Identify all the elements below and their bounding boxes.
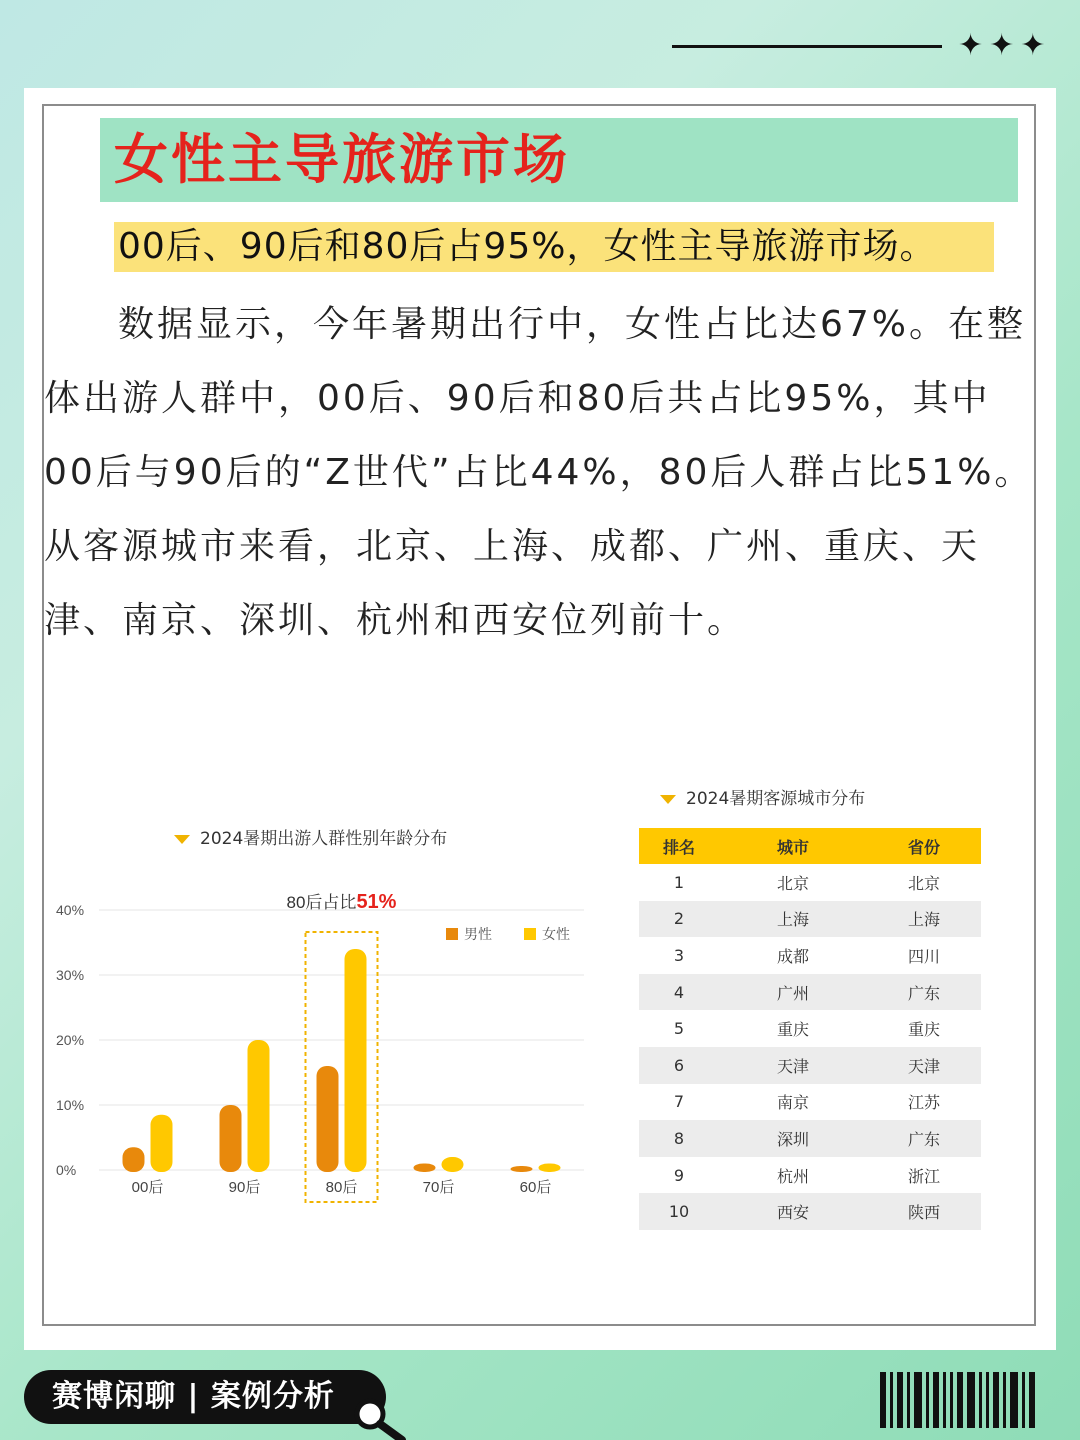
rank-cell: 6 <box>673 1055 685 1075</box>
table-row <box>639 1047 981 1084</box>
barcode-bar <box>957 1372 963 1428</box>
highlight-sentence: 00后、90后和80后占95%，女性主导旅游市场。 <box>118 226 937 267</box>
x-tick-label: 60后 <box>519 1179 552 1196</box>
triangle-marker-icon <box>660 795 676 804</box>
city-cell: 天津 <box>776 1056 809 1076</box>
barcode-bar <box>926 1372 929 1428</box>
rank-cell: 2 <box>673 909 685 929</box>
bar-female <box>248 1040 270 1172</box>
barcode-bar <box>943 1372 946 1428</box>
stars-decoration: ✦✦✦ <box>958 28 1052 63</box>
city-cell: 深圳 <box>776 1129 809 1149</box>
table-row <box>639 937 981 974</box>
rank-cell: 9 <box>673 1165 685 1185</box>
city-cell: 北京 <box>776 873 809 893</box>
city-cell: 重庆 <box>776 1020 809 1040</box>
chart-title: 2024暑期出游人群性别年龄分布 <box>200 829 448 849</box>
bar-female <box>345 949 367 1172</box>
rank-cell: 4 <box>673 982 685 1002</box>
province-cell: 四川 <box>907 946 940 966</box>
x-tick-label: 00后 <box>131 1179 164 1196</box>
barcode-bar <box>986 1372 989 1428</box>
y-tick-label: 30% <box>56 967 85 983</box>
header-rank: 排名 <box>662 837 695 857</box>
table-row <box>639 1120 981 1157</box>
legend-label: 女性 <box>542 926 570 942</box>
city-cell: 杭州 <box>776 1166 809 1186</box>
page-title: 女性主导旅游市场 <box>114 128 570 191</box>
paragraph-text: 数据显示，今年暑期出行中，女性占比达67%。在整体出游人群中，00后、90后和80后共占比95%，其中00后与90后的“Z世代”占比44%，80后人群占比51%。从客源城市来看，北京、上海、成都、广州、重庆、天津、南京、深圳、杭州和西安位列前十。 <box>44 304 1034 641</box>
barcode-bar <box>914 1372 922 1428</box>
legend-swatch <box>446 928 458 940</box>
footer-label: 赛博闲聊 | 案例分析 <box>52 1379 335 1414</box>
province-cell: 广东 <box>907 983 940 1003</box>
table-row <box>639 1084 981 1121</box>
barcode-bar <box>979 1372 982 1428</box>
table-row <box>639 1193 981 1230</box>
city-cell: 西安 <box>776 1203 809 1223</box>
rank-cell: 10 <box>668 1202 690 1222</box>
bar-male <box>511 1166 533 1172</box>
header-province: 省份 <box>907 837 940 857</box>
chart-title-row <box>174 826 447 852</box>
legend-label: 男性 <box>464 926 492 942</box>
barcode-bar <box>1010 1372 1018 1428</box>
province-cell: 陕西 <box>907 1203 940 1223</box>
barcode-bar <box>1029 1372 1035 1428</box>
province-cell: 天津 <box>907 1056 940 1076</box>
table-row <box>639 1010 981 1047</box>
x-tick-label: 90后 <box>228 1179 261 1196</box>
bar-female <box>151 1115 173 1172</box>
table-row <box>639 901 981 938</box>
table-title-row <box>660 786 865 812</box>
barcode-bar <box>1003 1372 1006 1428</box>
table-row <box>639 864 981 901</box>
province-cell: 浙江 <box>907 1166 940 1186</box>
province-cell: 上海 <box>907 910 940 930</box>
barcode-bar <box>907 1372 910 1428</box>
body-paragraph <box>44 288 1034 658</box>
rank-cell: 3 <box>673 945 685 965</box>
age-gender-bar-chart <box>44 860 604 1220</box>
header-city: 城市 <box>776 837 809 857</box>
barcode-bar <box>897 1372 903 1428</box>
barcode-bar <box>967 1372 975 1428</box>
legend-swatch <box>524 928 536 940</box>
y-tick-label: 0% <box>56 1162 77 1178</box>
barcode-bar <box>1022 1372 1025 1428</box>
barcode-bar <box>933 1372 939 1428</box>
province-cell: 重庆 <box>907 1020 940 1040</box>
table-row <box>639 1157 981 1194</box>
barcode-bar <box>993 1372 999 1428</box>
barcode-bar <box>950 1372 953 1428</box>
x-tick-label: 70后 <box>422 1179 455 1196</box>
rank-cell: 7 <box>673 1092 685 1112</box>
rank-cell: 5 <box>673 1019 685 1039</box>
barcode-bar <box>880 1372 886 1428</box>
city-cell: 上海 <box>776 910 809 930</box>
bar-female <box>442 1157 464 1172</box>
magnifier-icon <box>350 1396 410 1440</box>
province-cell: 江苏 <box>907 1093 940 1113</box>
y-tick-label: 40% <box>56 902 85 918</box>
city-cell: 成都 <box>776 946 809 966</box>
highlight-box <box>306 932 378 1202</box>
rank-cell: 1 <box>673 872 685 892</box>
table-header-row <box>639 828 981 864</box>
city-ranking-table <box>639 828 981 1230</box>
table-row <box>639 974 981 1011</box>
bar-male <box>220 1105 242 1172</box>
bar-male <box>317 1066 339 1172</box>
x-tick-label: 80后 <box>325 1179 358 1196</box>
bar-male <box>123 1147 145 1172</box>
triangle-marker-icon <box>174 835 190 844</box>
city-cell: 广州 <box>776 983 809 1003</box>
table-title: 2024暑期客源城市分布 <box>686 789 866 809</box>
rank-cell: 8 <box>673 1128 685 1148</box>
bar-male <box>414 1164 436 1173</box>
city-cell: 南京 <box>776 1093 809 1113</box>
barcode-bar <box>890 1372 893 1428</box>
province-cell: 广东 <box>907 1129 940 1149</box>
province-cell: 北京 <box>907 873 940 893</box>
barcode-decoration <box>880 1372 1039 1428</box>
y-tick-label: 10% <box>56 1097 85 1113</box>
annotation-label: 80后占比51% <box>286 891 397 913</box>
y-tick-label: 20% <box>56 1032 85 1048</box>
bar-female <box>539 1164 561 1173</box>
decorative-line <box>672 45 942 48</box>
